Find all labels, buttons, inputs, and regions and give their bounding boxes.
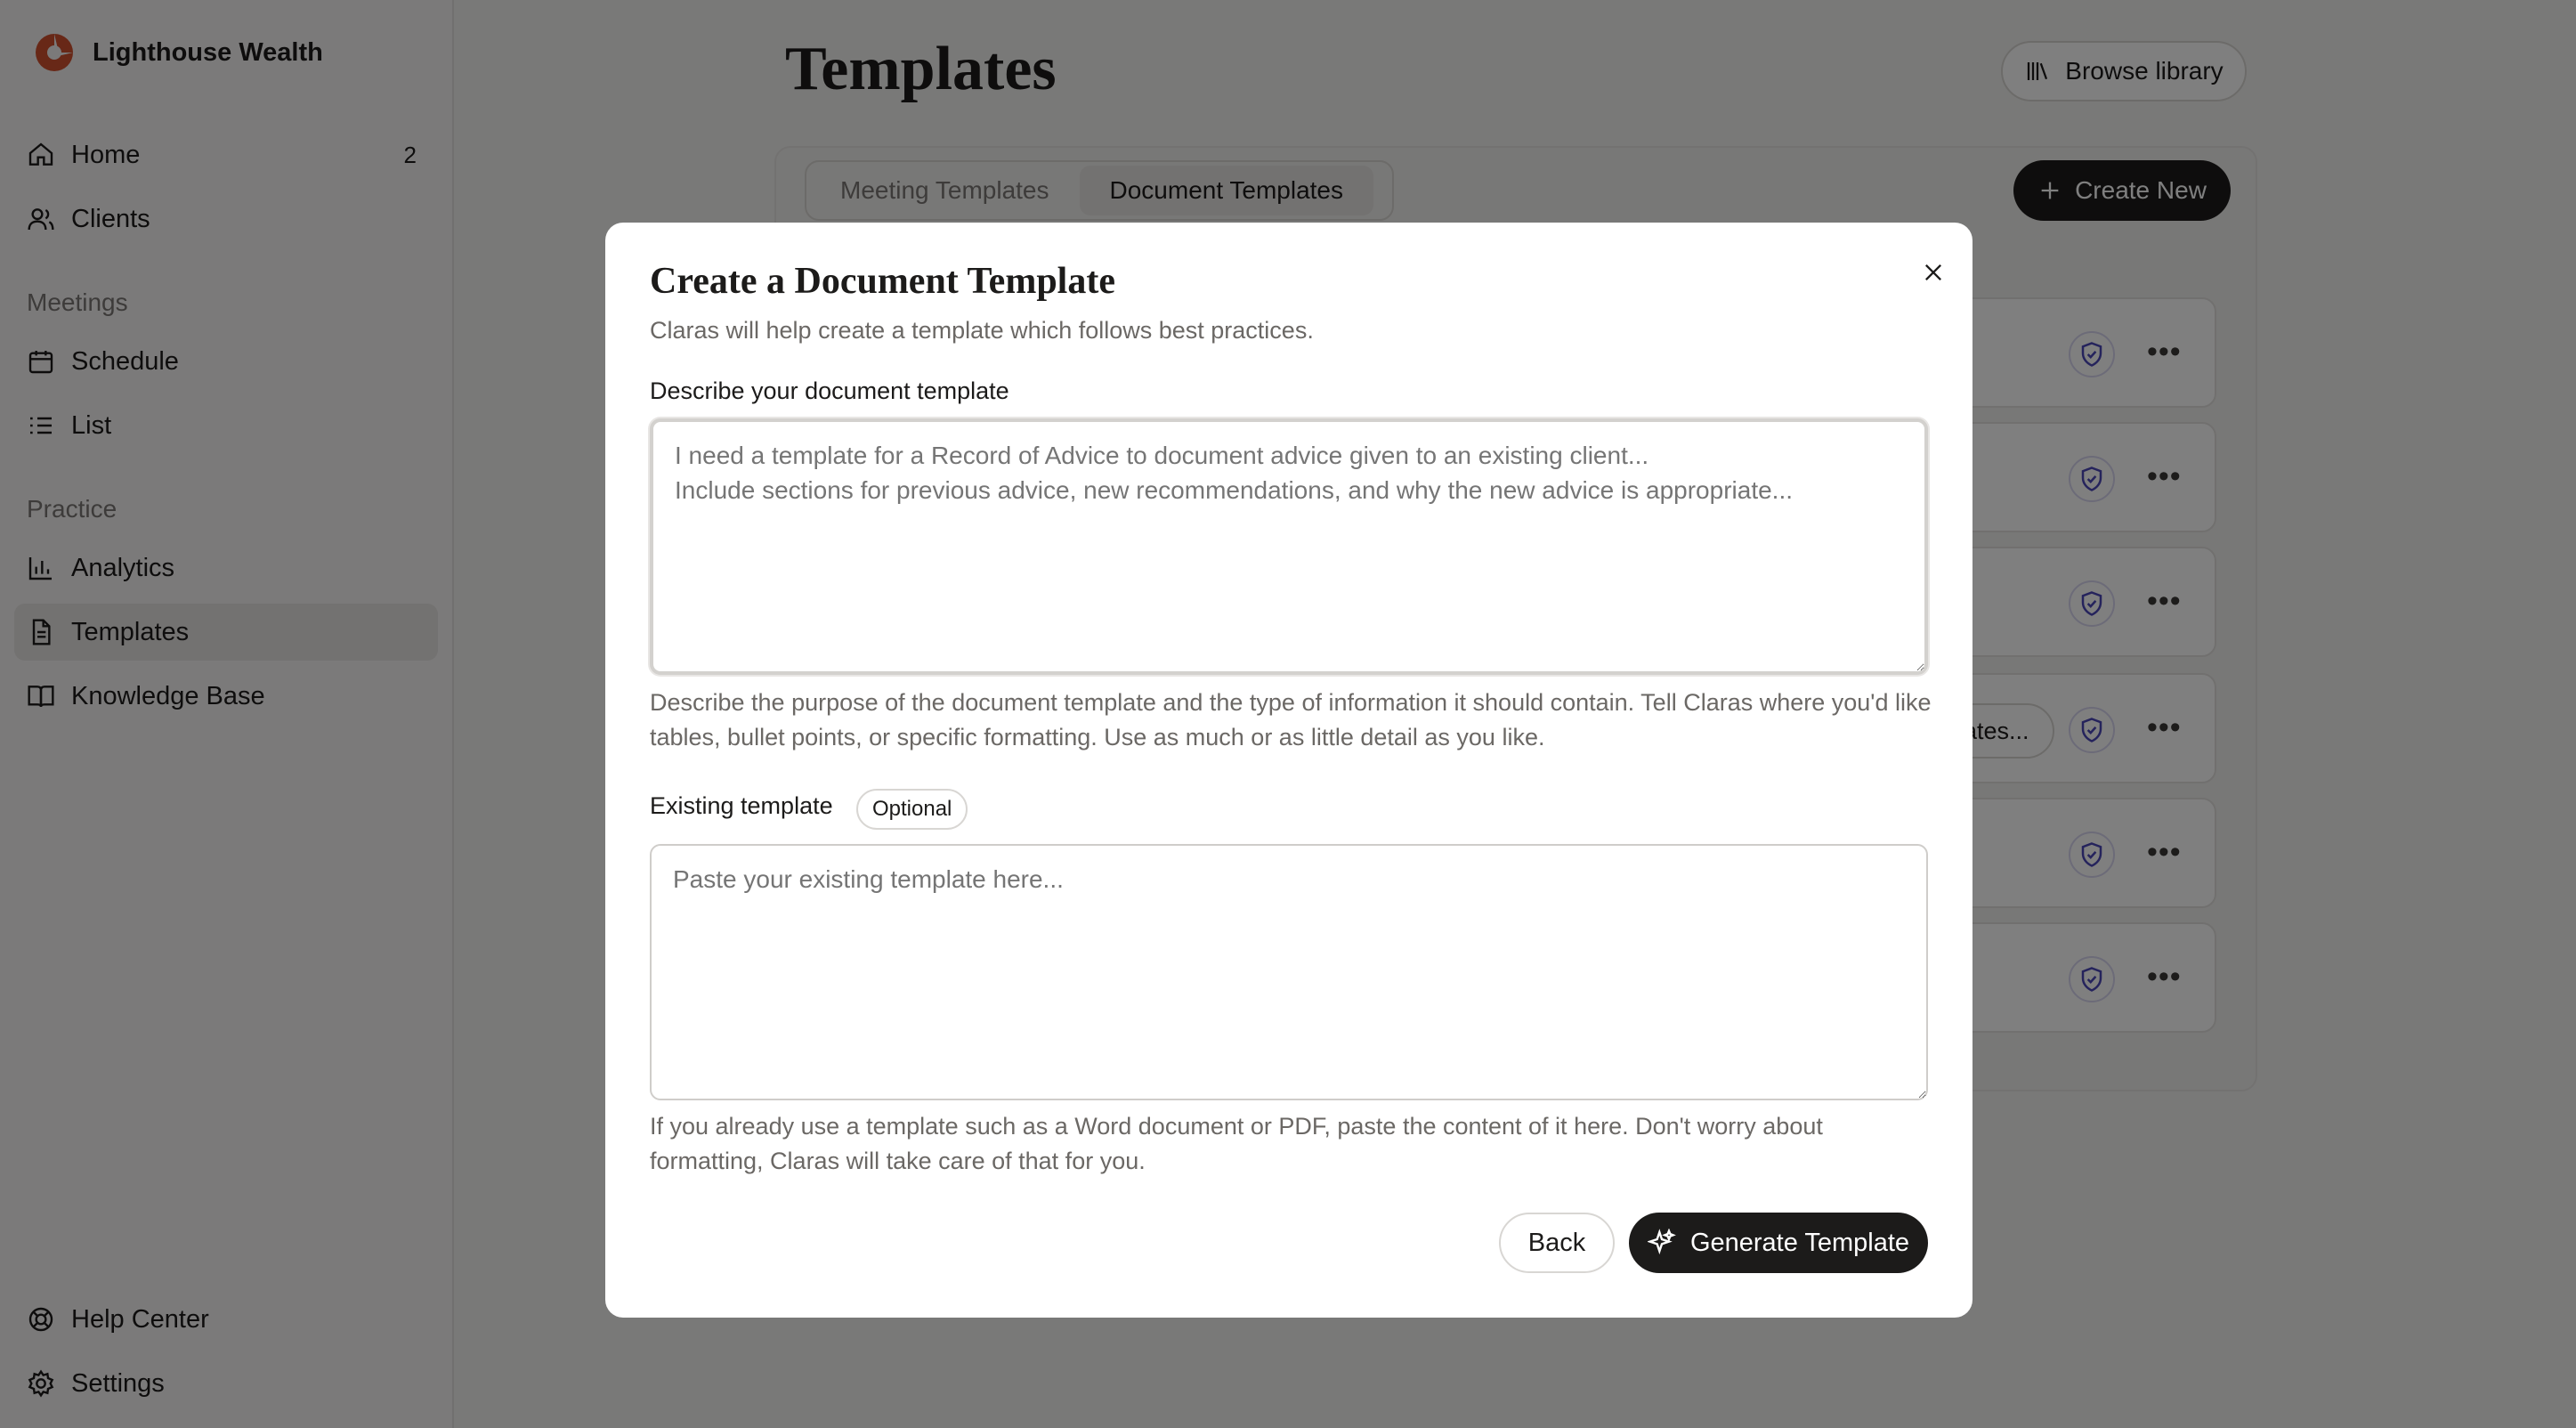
close-button[interactable] xyxy=(1916,255,1951,290)
dialog-title: Create a Document Template xyxy=(650,261,1115,302)
generate-template-button[interactable] xyxy=(1629,1213,1928,1273)
optional-badge: Optional xyxy=(856,789,968,830)
describe-help-text: Describe the purpose of the document template and the type of information it should contain. Tell Claras where you'd like tables, bullet points, or specific formatting. Use as much or as little detail as you like. xyxy=(650,689,1932,751)
existing-template-label: Existing template xyxy=(650,792,833,819)
sparkle-icon xyxy=(1648,1229,1676,1257)
generate-template-label: Generate Template xyxy=(1689,1228,1910,1257)
back-button[interactable]: Back xyxy=(1499,1213,1615,1273)
existing-template-input[interactable] xyxy=(650,844,1928,1100)
create-document-template-dialog xyxy=(605,223,1973,1318)
close-icon xyxy=(1921,260,1946,285)
describe-template-input[interactable] xyxy=(650,418,1928,675)
describe-label: Describe your document template xyxy=(650,377,1009,404)
dialog-subtitle: Claras will help create a template which follows best practices. xyxy=(650,317,1314,344)
existing-help-text: If you already use a template such as a Word document or PDF, paste the content of it here. Don't worry about formatting, Claras will take care of that for you. xyxy=(650,1113,1823,1174)
